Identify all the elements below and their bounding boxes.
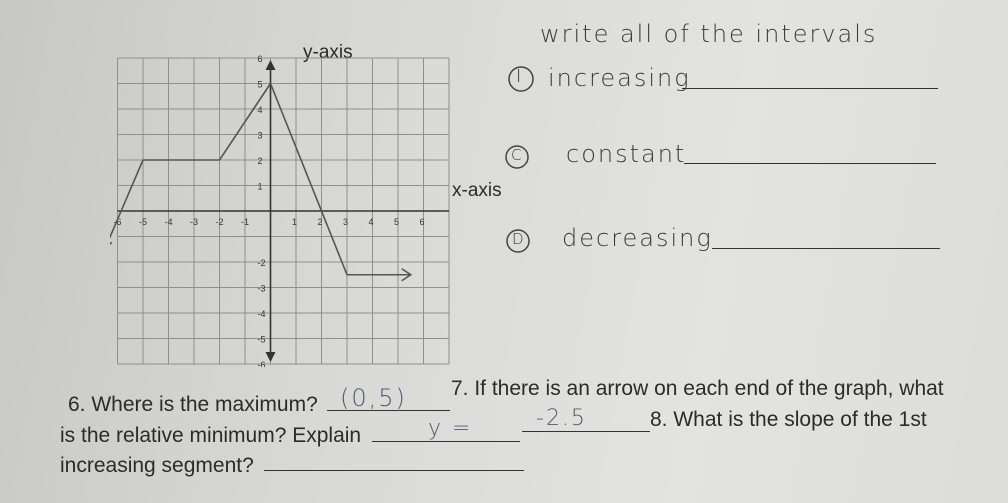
q7-answer-line-b[interactable]: [522, 431, 650, 432]
y-tick-label: -6: [257, 360, 266, 367]
y-tick-label: 4: [257, 105, 263, 115]
x-tick-label: -5: [139, 217, 148, 227]
question-8: 8. What is the slope of the 1st: [650, 408, 927, 431]
y-tick-label: -3: [257, 283, 266, 294]
y-tick-label: 5: [257, 79, 263, 90]
q6-answer: (0,5): [340, 384, 407, 412]
y-tick-label: -2: [257, 258, 266, 268]
graph-segment: [110, 160, 143, 249]
x-tick-label: 3: [343, 217, 349, 227]
increasing-answer-line[interactable]: [682, 88, 938, 89]
decreasing-label: decreasing: [562, 224, 713, 252]
x-axis-label: x-axis: [452, 180, 502, 201]
y-axis-arrow-top-icon: [266, 60, 276, 70]
instructions-header: write all of the intervals: [540, 20, 878, 48]
y-tick-label: -4: [257, 309, 266, 319]
increasing-marker: I: [516, 66, 524, 87]
question-7: 7. If there is an arrow on each end of the graph, what: [451, 377, 944, 400]
q7-answer-b: -2.5: [536, 406, 587, 431]
constant-answer-line[interactable]: [684, 163, 936, 164]
x-tick-label: -1: [241, 217, 250, 227]
q7-answer-a: y =: [428, 416, 473, 441]
y-tick-label: 2: [257, 156, 263, 166]
y-tick-label: -5: [257, 334, 266, 345]
x-tick-label: 2: [317, 217, 323, 227]
y-axis-label: y-axis: [303, 42, 353, 63]
question-6: 6. Where is the maximum?: [68, 393, 318, 416]
decreasing-answer-line[interactable]: [712, 248, 940, 249]
coordinate-grid: [110, 55, 450, 367]
q7-answer-line-a[interactable]: [372, 441, 520, 442]
constant-label: constant: [566, 140, 687, 168]
graph-segment: [271, 84, 348, 275]
decreasing-marker: D: [512, 230, 526, 248]
constant-marker: C: [511, 146, 524, 164]
x-tick-label: -2: [215, 217, 224, 227]
x-tick-label: 5: [394, 217, 400, 227]
x-tick-label: -6: [113, 217, 122, 227]
x-tick-label: -4: [164, 217, 173, 227]
x-tick-label: -3: [190, 217, 199, 227]
x-tick-label: 4: [368, 217, 374, 227]
q8-answer-line[interactable]: [264, 470, 524, 471]
increasing-label: increasing: [548, 64, 691, 92]
x-tick-label: 6: [419, 217, 425, 227]
y-tick-label: 3: [257, 130, 263, 141]
y-tick-label: 1: [257, 181, 263, 192]
question-8-line2: increasing segment?: [60, 454, 254, 477]
question-7-line2: is the relative minimum? Explain: [60, 424, 362, 447]
y-tick-label: 6: [257, 55, 263, 64]
graph-arrow-left-icon: [110, 240, 112, 249]
y-axis-arrow-bottom-icon: [266, 352, 276, 362]
x-tick-label: 1: [292, 217, 298, 227]
